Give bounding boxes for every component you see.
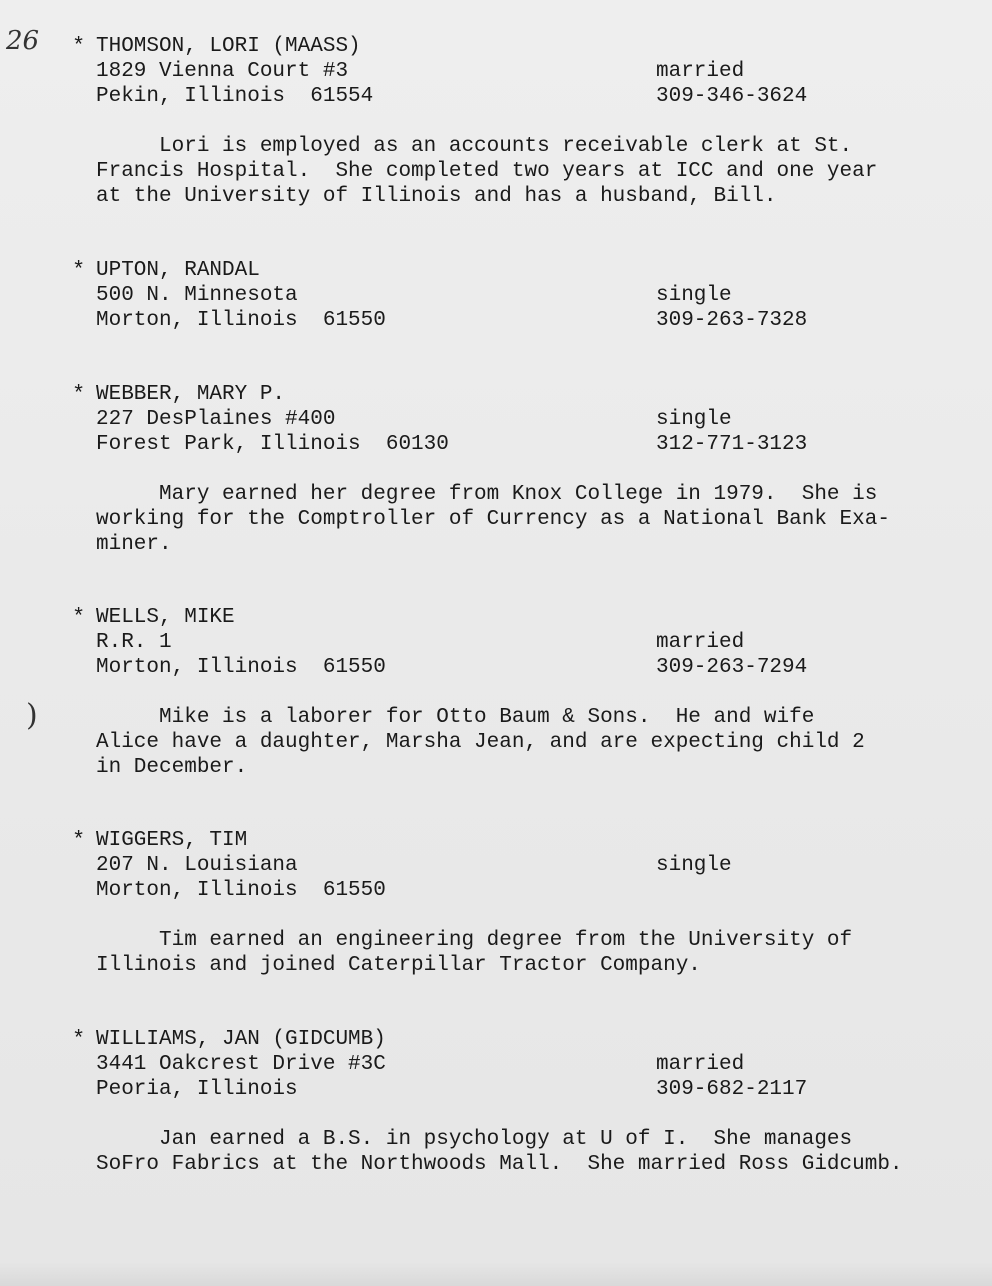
entry-phone: 309-263-7294 bbox=[656, 656, 808, 679]
entry-name: WILLIAMS, JAN (GIDCUMB) bbox=[96, 1028, 386, 1051]
entry-marital-status: single bbox=[656, 284, 732, 307]
entry-marker: * bbox=[72, 1027, 86, 1052]
entry-name: UPTON, RANDAL bbox=[96, 259, 260, 282]
entry-name: WIGGERS, TIM bbox=[96, 829, 248, 852]
entry-phone: 309-263-7328 bbox=[656, 309, 808, 332]
bio-line: Tim earned an engineering degree from the University of bbox=[96, 929, 853, 952]
entry-name: WEBBER, MARY P. bbox=[96, 383, 286, 406]
entry-biography bbox=[96, 1127, 903, 1177]
entry-address-line-1: 227 DesPlaines #400 bbox=[96, 408, 336, 431]
bio-line: Mike is a laborer for Otto Baum & Sons. He and wife bbox=[96, 706, 815, 729]
entry-address-line-2: Morton, Illinois 61550 bbox=[96, 879, 386, 902]
entry-address-line-1: 3441 Oakcrest Drive #3C bbox=[96, 1053, 386, 1076]
bio-line: Mary earned her degree from Knox College in 1979. She is bbox=[96, 483, 878, 506]
entry-address-line-1: 500 N. Minnesota bbox=[96, 284, 298, 307]
entry-marital-status: married bbox=[656, 1053, 745, 1076]
entry-biography bbox=[96, 928, 896, 978]
bio-line: SoFro Fabrics at the Northwoods Mall. She married Ross Gidcumb. bbox=[96, 1153, 903, 1176]
entry-address-line-2: Morton, Illinois 61550 bbox=[96, 309, 386, 332]
entry-phone: 312-771-3123 bbox=[656, 433, 808, 456]
bio-line: working for the Comptroller of Currency as a National Bank Exa- bbox=[96, 508, 890, 531]
entry-marker: * bbox=[72, 258, 86, 283]
entry-address-line-1: 1829 Vienna Court #3 bbox=[96, 60, 349, 83]
bio-line: Lori is employed as an accounts receivable clerk at St. bbox=[96, 135, 853, 158]
entry-marker: * bbox=[72, 34, 86, 59]
handwritten-margin-mark: ) bbox=[26, 698, 38, 733]
entry-marker: * bbox=[72, 382, 86, 407]
entry-address-line-2: Forest Park, Illinois 60130 bbox=[96, 433, 449, 456]
bio-line: Illinois and joined Caterpillar Tractor Company. bbox=[96, 954, 701, 977]
entry-address-line-2: Morton, Illinois 61550 bbox=[96, 656, 386, 679]
entry-marital-status: single bbox=[656, 408, 732, 431]
entry-marital-status: married bbox=[656, 60, 745, 83]
entry-biography bbox=[96, 134, 896, 209]
entry-name: WELLS, MIKE bbox=[96, 606, 235, 629]
bio-line: Jan earned a B.S. in psychology at U of I. She manages bbox=[96, 1128, 853, 1151]
entry-name: THOMSON, LORI (MAASS) bbox=[96, 35, 361, 58]
bio-line: Francis Hospital. She completed two years at ICC and one year bbox=[96, 160, 878, 183]
entry-marital-status: single bbox=[656, 854, 732, 877]
entry-address-line-1: 207 N. Louisiana bbox=[96, 854, 298, 877]
bio-line: Alice have a daughter, Marsha Jean, and are expecting child 2 bbox=[96, 731, 865, 754]
handwritten-page-number: 26 bbox=[6, 26, 40, 56]
entry-phone: 309-346-3624 bbox=[656, 85, 808, 108]
page-bottom-edge bbox=[0, 1262, 992, 1286]
entry-address-line-1: R.R. 1 bbox=[96, 631, 172, 654]
entry-phone: 309-682-2117 bbox=[656, 1078, 808, 1101]
entry-marker: * bbox=[72, 828, 86, 853]
entry-address-line-2: Peoria, Illinois bbox=[96, 1078, 298, 1101]
bio-line: at the University of Illinois and has a husband, Bill. bbox=[96, 185, 777, 208]
entry-address-line-2: Pekin, Illinois 61554 bbox=[96, 85, 374, 108]
entry-marital-status: married bbox=[656, 631, 745, 654]
bio-line: miner. bbox=[96, 533, 172, 556]
entry-biography bbox=[96, 705, 896, 780]
bio-line: in December. bbox=[96, 756, 248, 779]
entry-marker: * bbox=[72, 605, 86, 630]
entry-biography bbox=[96, 482, 896, 557]
